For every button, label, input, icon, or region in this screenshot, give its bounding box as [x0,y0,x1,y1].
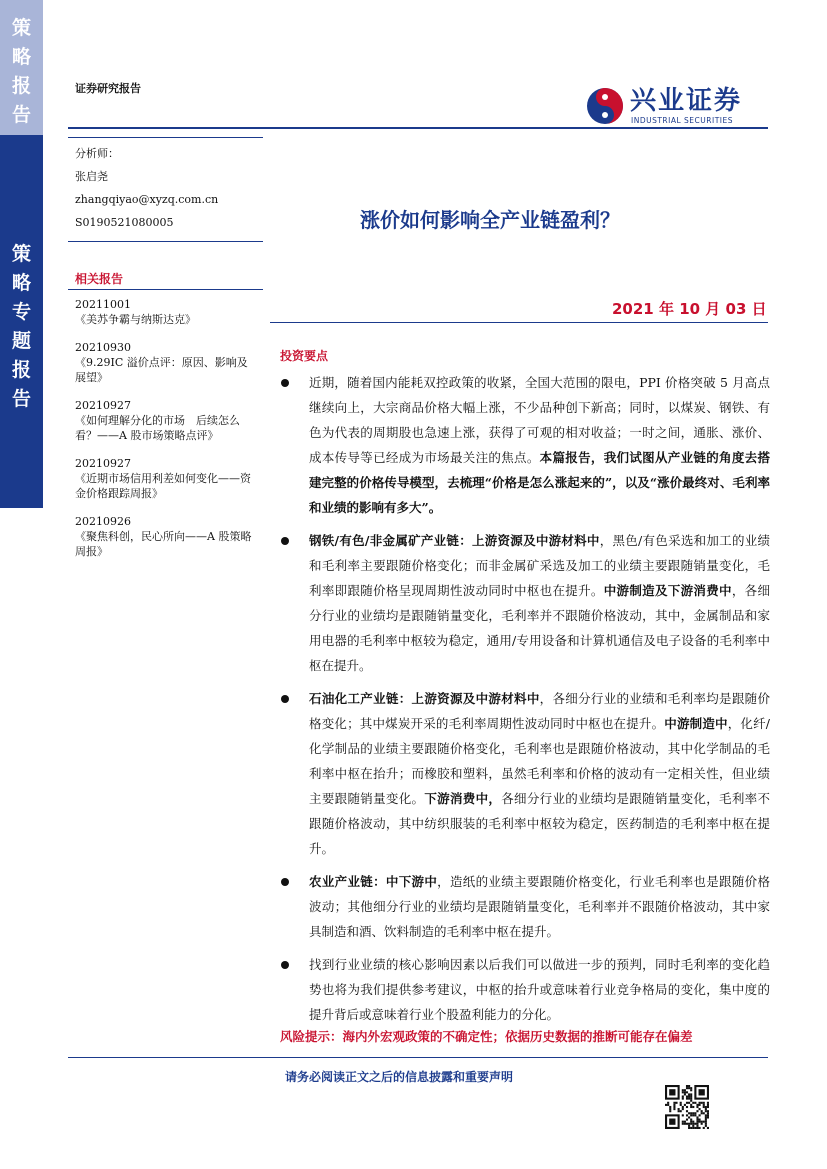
highlight-bullet [275,370,770,520]
analyst-email[interactable]: zhangqiyao@xyzq.com.cn [75,193,219,206]
related-report-title: 《9.29IC 溢价点评：原因、影响及展望》 [75,356,248,384]
sidebar-char: 策 [11,17,31,39]
bullet-text: ，化纤/化学制品的业绩主要跟随价格变化，毛利率也是跟随价格波动，其中化学制品的毛利率中枢在抬升；而橡胶和塑料，虽然毛利率和价格的波动有一定相关性，但业绩主要跟随销量变化。 [309,716,770,806]
qr-code-icon [665,1085,709,1129]
related-report-date: 20211001 [75,298,131,311]
analyst-name: 张启尧 [75,170,108,183]
risk-warning: 风险提示：海内外宏观政策的不确定性；依据历史数据的推断可能存在偏差 [280,1029,693,1044]
highlight-bullet [275,869,770,944]
sidebar-char: 报 [11,75,31,97]
related-report-title: 《如何理解分化的市场 后续怎么看？——A 股市场策略点评》 [75,414,240,442]
logo-chinese-name: 兴业证券 [630,86,743,116]
related-report-title: 《美苏争霸与纳斯达克》 [75,313,196,326]
related-report-date: 20210930 [75,341,131,354]
bullet-text: 找到行业业绩的核心影响因素以后我们可以做进一步的预判，同时毛利率的变化趋势也将为我们提供参考建议，中枢的抬升或意味着行业竞争格局的变化，集中度的提升背后或意味着行业个股盈利能力的分化。 [309,957,770,1022]
analyst-info [75,142,218,234]
sidebar-char: 告 [11,388,31,410]
report-title: 涨价如何影响全产业链盈利？ [360,208,620,232]
related-reports-title: 相关报告 [75,272,124,286]
sidebar-char: 略 [11,46,31,68]
sidebar-char: 略 [11,272,31,294]
related-report-item[interactable] [75,514,255,559]
bullet-text: 各细分行业的业绩均是跟随销量变化，毛利率不跟随价格波动，其中纺织服装的毛利率中枢较为稳定，医药制造的毛利率中枢在提升。 [309,791,770,856]
highlight-bullet [275,686,770,861]
logo-mark-icon [585,86,625,126]
sidebar-char: 策 [11,243,31,265]
analyst-top-divider [68,137,263,138]
report-date: 2021 年 10 月 03 日 [612,300,767,318]
related-report-item[interactable] [75,297,255,327]
related-reports-list [75,297,255,572]
bullet-dot-icon [281,961,289,969]
bullet-dot-icon [281,878,289,886]
bullet-emphasis: 下游消费中， [424,791,502,806]
bullet-dot-icon [281,537,289,545]
bullet-text: ，黑色/有色采选和加工的业绩和毛利率主要跟随价格变化；而非金属矿采选及加工的业绩主要跟随销量变化，毛利率即跟随价格呈现周期性波动同时中枢也在提升。 [309,533,770,598]
sidebar-char: 告 [11,104,31,126]
bullet-emphasis: 中游制造中 [664,716,728,731]
bullet-text: ，各细分行业的业绩均是跟随销量变化，毛利率并不跟随价格波动，其中，金属制品和家用电器的毛利率中枢较为稳定，通用/专用设备和计算机通信及电子设备的毛利率中枢在提升。 [309,583,770,673]
bullet-emphasis: 农业产业链：中下游中 [309,874,438,889]
disclaimer-notice: 请务必阅读正文之后的信息披露和重要声明 [285,1070,514,1084]
related-report-item[interactable] [75,398,255,443]
bullet-text: ，造纸的业绩主要跟随价格变化，行业毛利率也是跟随价格波动；其他细分行业的业绩均是跟随销量变化，毛利率并不跟随价格波动，其中家具制造和酒、饮料制造的毛利率中枢在提升。 [309,874,770,939]
highlight-bullet [275,952,770,1027]
related-report-title: 《近期市场信用利差如何变化——资金价格跟踪周报》 [75,472,251,500]
related-reports-divider [68,289,263,290]
header-divider [68,127,768,129]
sidebar [0,0,43,1169]
bullet-emphasis: 中游制造及下游消费中 [603,583,732,598]
sidebar-category-label [0,14,43,130]
date-divider [270,322,768,323]
footer-divider [68,1057,768,1058]
logo-english-name: INDUSTRIAL SECURITIES [631,116,733,125]
sidebar-report-type-label [0,240,43,414]
analyst-bottom-divider [68,241,263,242]
company-logo [585,86,770,128]
section-title: 投资要点 [280,349,329,363]
investment-highlights [275,370,770,1035]
analyst-license: S0190521080005 [75,216,174,229]
related-report-date: 20210926 [75,515,131,528]
related-report-date: 20210927 [75,399,131,412]
analyst-label: 分析师： [75,147,119,160]
bullet-text: 近期，随着国内能耗双控政策的收紧，全国大范围的限电，PPI 价格突破 5 月高点继续向上，大宗商品价格大幅上涨，不少品种创下新高；同时，以煤炭、钢铁、有色为代表的周期股也急速上涨，获得了可观的相对收益；一时之间，通胀、涨价、成本传导等已经成为市场最关注的焦点。 [309,375,770,465]
sidebar-char: 题 [11,330,31,352]
bullet-emphasis: 钢铁/有色/非金属矿产业链：上游资源及中游材料中 [309,533,600,548]
sidebar-char: 报 [11,359,31,381]
bullet-emphasis: 本篇报告，我们试图从产业链的角度去搭建完整的价格传导模型，去梳理“价格是怎么涨起来的”，以及“涨价最终对、毛利率和业绩的影响有多大”。 [309,450,770,515]
related-report-item[interactable] [75,340,255,385]
doc-type-label: 证券研究报告 [75,82,141,95]
bullet-dot-icon [281,379,289,387]
related-report-item[interactable] [75,456,255,501]
sidebar-char: 专 [11,301,31,323]
bullet-text: ，各细分行业的业绩和毛利率均是跟随价格变化；其中煤炭开采的毛利率周期性波动同时中枢也在提升。 [309,691,770,731]
bullet-dot-icon [281,695,289,703]
bullet-emphasis: 石油化工产业链：上游资源及中游材料中 [309,691,540,706]
related-report-date: 20210927 [75,457,131,470]
highlight-bullet [275,528,770,678]
related-report-title: 《聚焦科创，民心所向——A 股策略周报》 [75,530,252,558]
